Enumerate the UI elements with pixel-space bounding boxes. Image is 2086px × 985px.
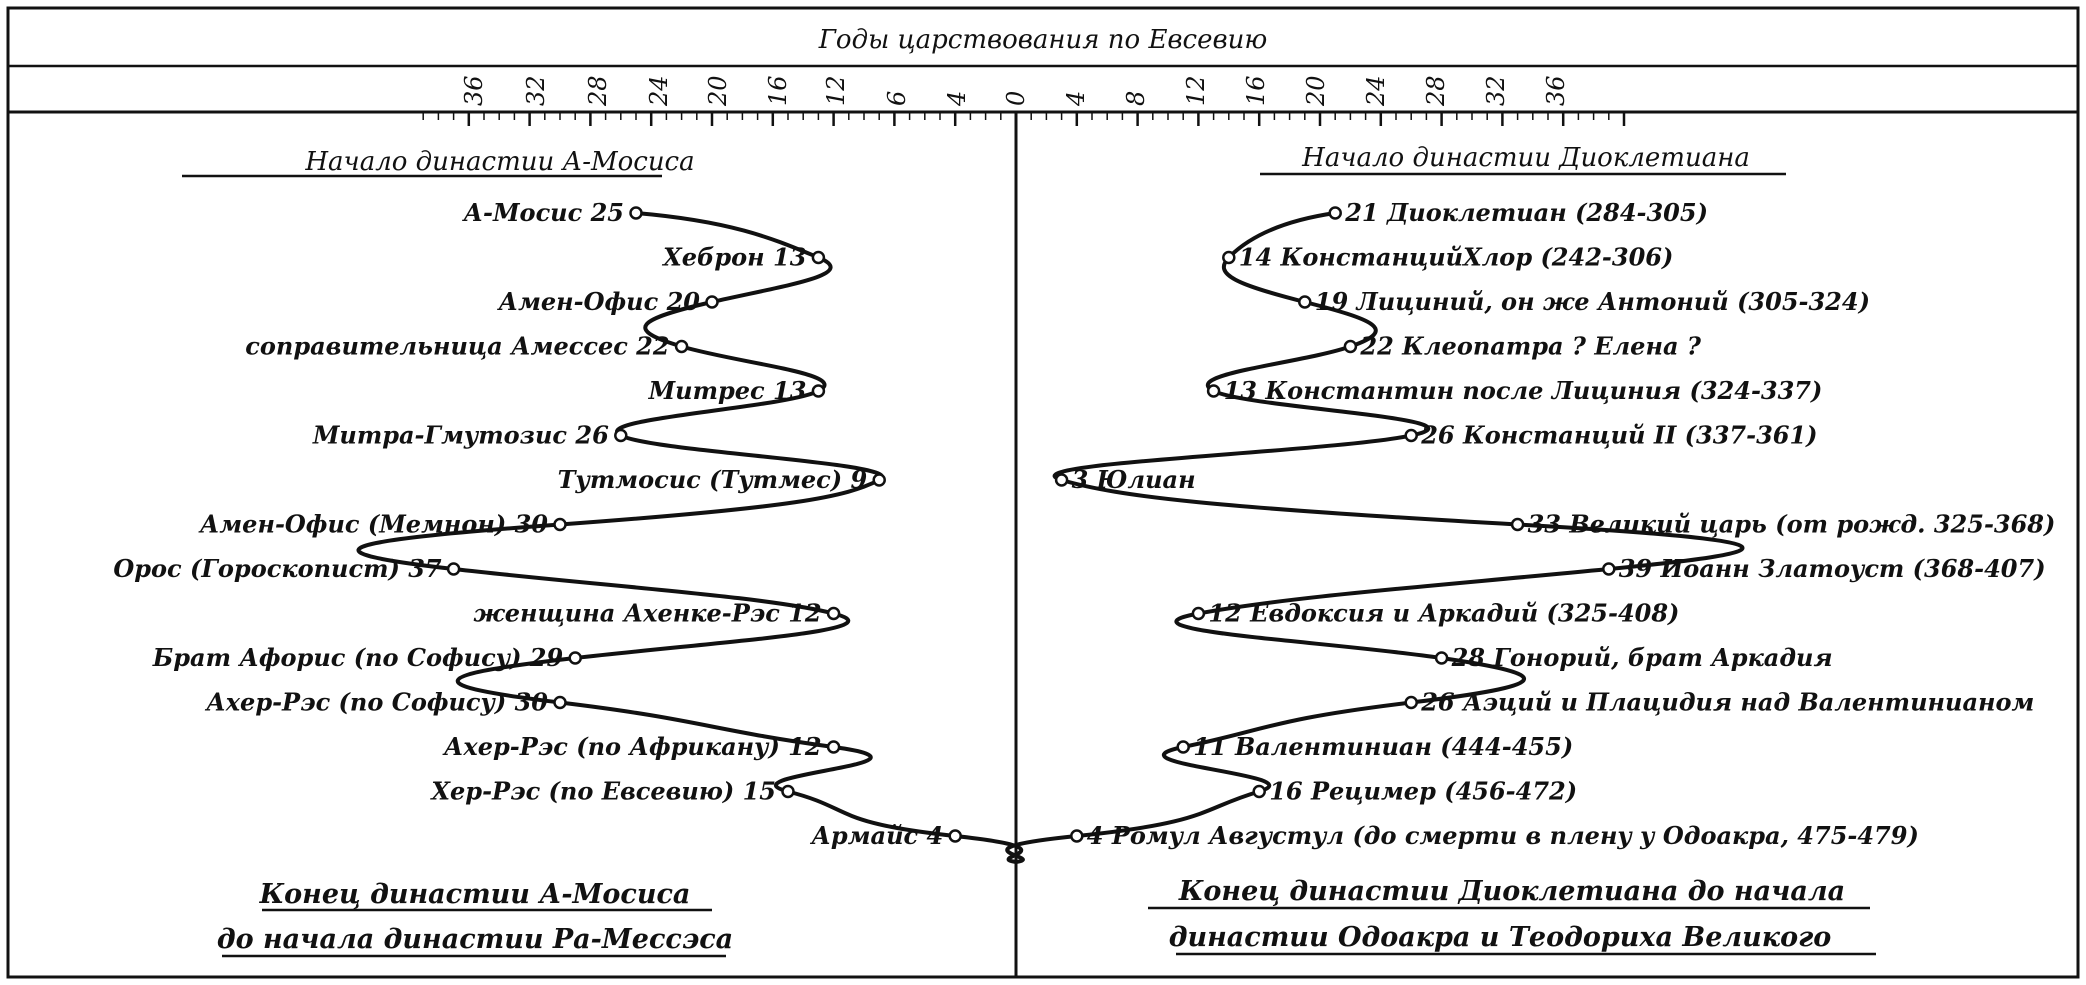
chart-title: Годы царствования по Евсевию [818,25,1268,55]
left-point-label: Армайс 4 [811,821,944,850]
tick-label-right-20: 20 [1302,75,1330,106]
tick-label-right-36: 36 [1542,75,1570,106]
tick-label-right-4: 4 [1062,90,1090,106]
tick-label-left-28: 28 [584,75,612,106]
right-point-label: 39 Иоанн Златоуст (368-407) [1618,554,2046,583]
right-point-label: 28 Гонорий, брат Аркадия [1451,643,1833,672]
left-point-label: Орос (Гороскопист) 37 [113,554,442,583]
left-point-marker [813,252,824,263]
left-point-label: соправительница Амессес 22 [245,331,670,361]
tick-label-right-32: 32 [1482,75,1510,106]
left-point-marker [555,519,566,530]
tick-label-left-12: 12 [822,75,850,106]
left-header: Начало династии А-Мосиса [305,147,695,177]
left-point-marker [828,742,839,753]
axis-tick-labels [460,75,1570,107]
right-point-label: 21 Диоклетиан (284-305) [1345,198,1708,227]
tick-label-right-28: 28 [1422,75,1450,106]
tick-label-right-12: 12 [1182,75,1210,106]
left-point-marker [676,341,687,352]
right-point-label: 12 Евдоксия и Аркадий (325-408) [1208,598,1680,628]
right-point-label: 22 Клеопатра ? Елена ? [1360,331,1701,361]
tick-label-right-8: 8 [1122,90,1150,106]
left-point-label: Амен-Офис (Мемнон) 30 [199,509,548,539]
right-point-label: 26 Аэций и Плацидия над Валентинианом [1421,687,2035,717]
right-footer-line-1: Конец династии Диоклетиана до начала [1178,876,1846,907]
right-point-marker [1406,697,1417,708]
left-point-label: Хеброн 13 [663,242,807,272]
right-point-marker [1406,430,1417,441]
tick-label-left-36: 36 [460,75,488,106]
left-point-label: женщина Ахенке-Рэс 12 [473,598,822,628]
left-point-label: Тутмосис (Тутмес) 9 [557,465,868,494]
tick-label-right-16: 16 [1242,75,1270,106]
right-point-label: 33 Великий царь (от рожд. 325-368) [1527,509,2056,539]
right-footer-line-2: династии Одоакра и Теодориха Великого [1168,922,1832,953]
left-point-label: Амен-Офис 20 [498,287,700,316]
left-point-marker [555,697,566,708]
left-point-marker [570,653,581,664]
right-point-marker [1056,475,1067,486]
left-point-label: А-Мосис 25 [463,198,624,227]
left-points [113,198,960,850]
tick-label-left-20: 20 [704,75,732,106]
left-point-marker [950,831,961,842]
left-point-label: Ахер-Рэс (по Африкану) 12 [443,732,822,761]
right-point-label: 19 Лициний, он же Антоний (305-324) [1314,287,1870,316]
right-point-label: 13 Константин после Лициния (324-337) [1223,376,1823,405]
right-point-marker [1193,608,1204,619]
right-header: Начало династии Диоклетиана [1302,143,1750,173]
right-point-label: 11 Валентиниан (444-455) [1193,732,1574,761]
left-point-label: Митра-Гмутозис 26 [312,420,609,450]
left-point-marker [783,786,794,797]
left-point-marker [874,475,885,486]
right-point-marker [1208,386,1219,397]
right-point-marker [1512,519,1523,530]
right-point-marker [1223,252,1234,263]
left-point-label: Брат Афорис (по Софису) 29 [152,643,564,672]
right-point-marker [1299,297,1310,308]
tick-label-left-24: 24 [645,75,673,106]
left-footer-line-1: Конец династии А-Мосиса [259,879,691,910]
right-point-marker [1178,742,1189,753]
right-point-label: 16 Рецимер (456-472) [1269,776,1578,806]
tick-label-left-4: 4 [943,90,971,106]
right-point-marker [1330,208,1341,219]
right-point-label: 3 Юлиан [1071,465,1196,494]
right-point-marker [1071,831,1082,842]
tick-label-right-24: 24 [1362,75,1390,106]
right-point-marker [1603,564,1614,575]
tick-label-left-32: 32 [522,75,550,106]
tick-label-zero: 0 [1002,90,1030,106]
right-point-marker [1436,653,1447,664]
right-points [1056,198,2055,850]
left-point-marker [615,430,626,441]
left-point-label: Ахер-Рэс (по Софису) 30 [206,687,548,717]
tick-label-left-16: 16 [764,75,792,106]
right-point-label: 26 Констанций II (337-361) [1421,420,1818,450]
left-point-marker [631,208,642,219]
left-point-label: Митрес 13 [648,376,807,405]
left-footer-line-2: до начала династии Ра-Мессэса [216,924,734,955]
left-point-marker [828,608,839,619]
right-point-label: 4 Ромул Августул (до смерти в плену у Одоакра, 475-479) [1086,821,1919,850]
left-point-marker [707,297,718,308]
tick-label-left-6: 6 [883,90,911,106]
right-point-label: 14 КонстанцийХлор (242-306) [1238,242,1674,272]
left-point-marker [448,564,459,575]
right-point-marker [1345,341,1356,352]
left-point-label: Хер-Рэс (по Евсевию) 15 [431,776,776,806]
right-point-marker [1254,786,1265,797]
axis-ticks [423,112,1624,126]
left-point-marker [813,386,824,397]
